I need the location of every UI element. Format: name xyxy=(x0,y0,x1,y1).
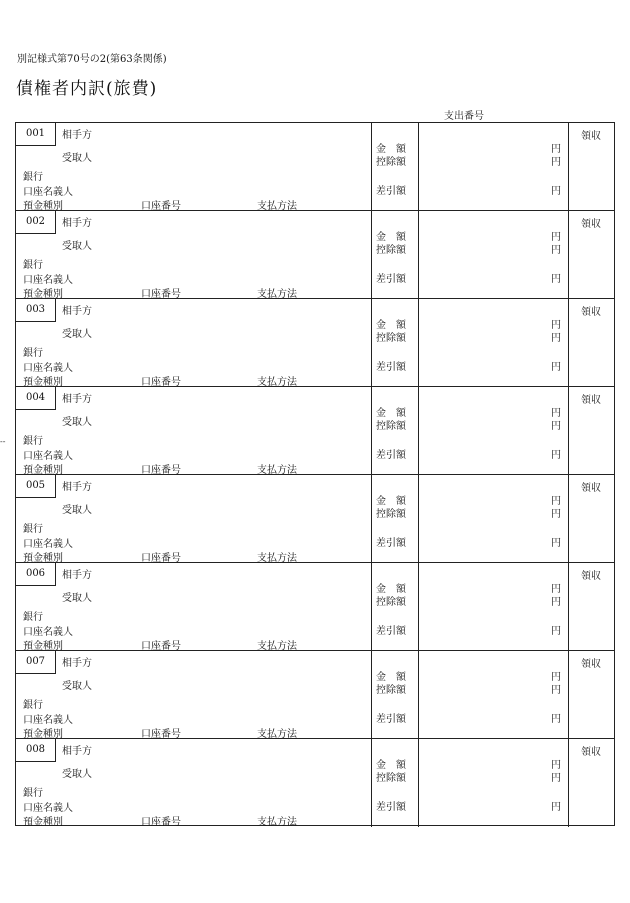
amount-label: 金 額 xyxy=(376,408,406,419)
yen-unit: 円 xyxy=(551,597,561,608)
recipient-label: 受取人 xyxy=(62,417,92,428)
deposit-type-label: 預金種別 xyxy=(23,729,63,740)
account-holder-label: 口座名義人 xyxy=(23,803,73,814)
receipt-label: 領収 xyxy=(581,395,601,406)
account-number-label: 口座番号 xyxy=(141,817,181,828)
column-divider xyxy=(371,387,372,474)
bank-label: 銀行 xyxy=(23,348,43,359)
deduction-label: 控除額 xyxy=(376,421,406,432)
column-divider xyxy=(418,299,419,386)
bank-label: 銀行 xyxy=(23,172,43,183)
amount-label: 金 額 xyxy=(376,584,406,595)
record-row xyxy=(16,651,614,739)
recipient-label: 受取人 xyxy=(62,153,92,164)
yen-unit: 円 xyxy=(551,685,561,696)
column-divider xyxy=(568,475,569,562)
deposit-type-label: 預金種別 xyxy=(23,201,63,212)
yen-unit: 円 xyxy=(551,626,561,637)
deduction-label: 控除額 xyxy=(376,333,406,344)
account-number-label: 口座番号 xyxy=(141,201,181,212)
payment-method-label: 支払方法 xyxy=(257,289,297,300)
payment-method-label: 支払方法 xyxy=(257,377,297,388)
yen-unit: 円 xyxy=(551,362,561,373)
yen-unit: 円 xyxy=(551,760,561,771)
yen-unit: 円 xyxy=(551,421,561,432)
column-divider xyxy=(418,211,419,298)
column-divider xyxy=(371,211,372,298)
record-row xyxy=(16,211,614,299)
counterparty-label: 相手方 xyxy=(62,130,92,141)
yen-unit: 円 xyxy=(551,186,561,197)
yen-unit: 円 xyxy=(551,672,561,683)
deposit-type-label: 預金種別 xyxy=(23,289,63,300)
counterparty-label: 相手方 xyxy=(62,570,92,581)
yen-unit: 円 xyxy=(551,274,561,285)
payment-method-label: 支払方法 xyxy=(257,641,297,652)
payment-method-label: 支払方法 xyxy=(257,465,297,476)
payment-method-label: 支払方法 xyxy=(257,201,297,212)
yen-unit: 円 xyxy=(551,408,561,419)
net-amount-label: 差引額 xyxy=(376,714,406,725)
record-number: 008 xyxy=(16,739,56,762)
yen-unit: 円 xyxy=(551,509,561,520)
yen-unit: 円 xyxy=(551,450,561,461)
net-amount-label: 差引額 xyxy=(376,450,406,461)
receipt-label: 領収 xyxy=(581,483,601,494)
record-row xyxy=(16,475,614,563)
column-divider xyxy=(418,123,419,210)
bank-label: 銀行 xyxy=(23,436,43,447)
deduction-label: 控除額 xyxy=(376,773,406,784)
deposit-type-label: 預金種別 xyxy=(23,817,63,828)
record-row xyxy=(16,563,614,651)
deduction-label: 控除額 xyxy=(376,157,406,168)
amount-label: 金 額 xyxy=(376,760,406,771)
record-row xyxy=(16,299,614,387)
amount-label: 金 額 xyxy=(376,144,406,155)
column-divider xyxy=(418,475,419,562)
yen-unit: 円 xyxy=(551,802,561,813)
column-divider xyxy=(371,475,372,562)
deposit-type-label: 預金種別 xyxy=(23,553,63,564)
deposit-type-label: 預金種別 xyxy=(23,465,63,476)
counterparty-label: 相手方 xyxy=(62,482,92,493)
amount-label: 金 額 xyxy=(376,672,406,683)
amount-label: 金 額 xyxy=(376,320,406,331)
account-holder-label: 口座名義人 xyxy=(23,715,73,726)
record-number: 005 xyxy=(16,475,56,498)
amount-label: 金 額 xyxy=(376,232,406,243)
net-amount-label: 差引額 xyxy=(376,186,406,197)
counterparty-label: 相手方 xyxy=(62,218,92,229)
bank-label: 銀行 xyxy=(23,260,43,271)
account-holder-label: 口座名義人 xyxy=(23,451,73,462)
net-amount-label: 差引額 xyxy=(376,626,406,637)
receipt-label: 領収 xyxy=(581,659,601,670)
column-divider xyxy=(371,123,372,210)
recipient-label: 受取人 xyxy=(62,769,92,780)
deduction-label: 控除額 xyxy=(376,597,406,608)
recipient-label: 受取人 xyxy=(62,329,92,340)
yen-unit: 円 xyxy=(551,320,561,331)
record-row xyxy=(16,739,614,827)
record-number: 002 xyxy=(16,211,56,234)
account-holder-label: 口座名義人 xyxy=(23,627,73,638)
counterparty-label: 相手方 xyxy=(62,658,92,669)
payment-method-label: 支払方法 xyxy=(257,553,297,564)
receipt-label: 領収 xyxy=(581,131,601,142)
net-amount-label: 差引額 xyxy=(376,538,406,549)
bank-label: 銀行 xyxy=(23,612,43,623)
account-number-label: 口座番号 xyxy=(141,465,181,476)
column-divider xyxy=(371,563,372,650)
yen-unit: 円 xyxy=(551,333,561,344)
payment-method-label: 支払方法 xyxy=(257,817,297,828)
account-holder-label: 口座名義人 xyxy=(23,363,73,374)
deposit-type-label: 預金種別 xyxy=(23,377,63,388)
yen-unit: 円 xyxy=(551,584,561,595)
record-number: 001 xyxy=(16,123,56,146)
record-row xyxy=(16,387,614,475)
account-number-label: 口座番号 xyxy=(141,289,181,300)
deduction-label: 控除額 xyxy=(376,685,406,696)
form-reference: 別記様式第70号の2(第63条関係) xyxy=(17,54,167,65)
receipt-label: 領収 xyxy=(581,747,601,758)
column-divider xyxy=(418,739,419,827)
record-number: 004 xyxy=(16,387,56,410)
document-title: 債権者内訳(旅費) xyxy=(16,79,158,99)
deduction-label: 控除額 xyxy=(376,245,406,256)
counterparty-label: 相手方 xyxy=(62,306,92,317)
receipt-label: 領収 xyxy=(581,571,601,582)
receipt-label: 領収 xyxy=(581,307,601,318)
yen-unit: 円 xyxy=(551,538,561,549)
yen-unit: 円 xyxy=(551,144,561,155)
net-amount-label: 差引額 xyxy=(376,362,406,373)
recipient-label: 受取人 xyxy=(62,505,92,516)
yen-unit: 円 xyxy=(551,232,561,243)
record-number: 003 xyxy=(16,299,56,322)
account-number-label: 口座番号 xyxy=(141,641,181,652)
recipient-label: 受取人 xyxy=(62,241,92,252)
counterparty-label: 相手方 xyxy=(62,394,92,405)
column-divider xyxy=(418,651,419,738)
column-divider xyxy=(371,299,372,386)
bank-label: 銀行 xyxy=(23,700,43,711)
recipient-label: 受取人 xyxy=(62,593,92,604)
account-holder-label: 口座名義人 xyxy=(23,539,73,550)
column-divider xyxy=(568,563,569,650)
column-divider xyxy=(568,123,569,210)
yen-unit: 円 xyxy=(551,714,561,725)
column-divider xyxy=(568,211,569,298)
recipient-label: 受取人 xyxy=(62,681,92,692)
column-divider xyxy=(568,299,569,386)
column-divider xyxy=(371,739,372,827)
account-number-label: 口座番号 xyxy=(141,729,181,740)
record-number: 006 xyxy=(16,563,56,586)
deduction-label: 控除額 xyxy=(376,509,406,520)
account-holder-label: 口座名義人 xyxy=(23,275,73,286)
account-number-label: 口座番号 xyxy=(141,553,181,564)
receipt-label: 領収 xyxy=(581,219,601,230)
column-divider xyxy=(418,563,419,650)
column-divider xyxy=(568,387,569,474)
column-divider xyxy=(418,387,419,474)
amount-label: 金 額 xyxy=(376,496,406,507)
payment-method-label: 支払方法 xyxy=(257,729,297,740)
yen-unit: 円 xyxy=(551,157,561,168)
record-number: 007 xyxy=(16,651,56,674)
column-divider xyxy=(371,651,372,738)
yen-unit: 円 xyxy=(551,773,561,784)
deposit-type-label: 預金種別 xyxy=(23,641,63,652)
column-divider xyxy=(568,651,569,738)
bank-label: 銀行 xyxy=(23,524,43,535)
yen-unit: 円 xyxy=(551,496,561,507)
creditor-breakdown-table xyxy=(15,122,615,826)
margin-mark: -- xyxy=(0,437,6,446)
account-holder-label: 口座名義人 xyxy=(23,187,73,198)
account-number-label: 口座番号 xyxy=(141,377,181,388)
payment-number-label: 支出番号 xyxy=(444,111,484,122)
column-divider xyxy=(568,739,569,827)
record-row xyxy=(16,123,614,211)
counterparty-label: 相手方 xyxy=(62,746,92,757)
bank-label: 銀行 xyxy=(23,788,43,799)
net-amount-label: 差引額 xyxy=(376,274,406,285)
yen-unit: 円 xyxy=(551,245,561,256)
net-amount-label: 差引額 xyxy=(376,802,406,813)
